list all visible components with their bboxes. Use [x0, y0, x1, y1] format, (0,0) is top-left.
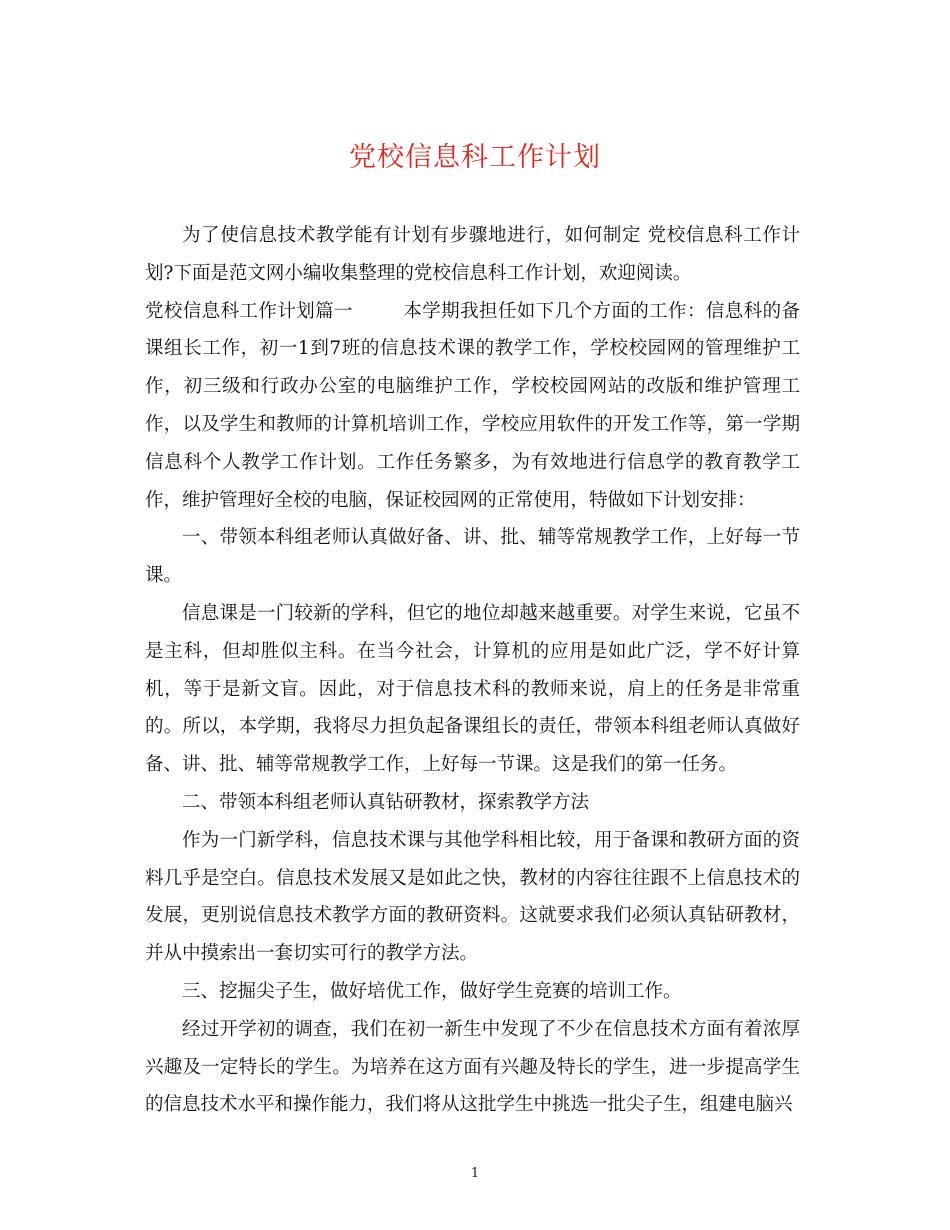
section-lead: 本学期我担任如下几个方面的工作：信息科的备课组长工作，初一1到7班的信息技术课的教学工作，学校校园网的管理维护工作，初三级和行政办公室的电脑维护工作，学校校园网站的改版和维护管理工作，以及学生和教师的计算机培训工作，学校应用软件的开发工作等，第一学期信息科个人教学工作计划。工作任务繁多，为有效地进行信息学的教育教学工作，维护管理好全校的电脑，保证校园网的正常使用，特做如下计划安排：	[145, 300, 800, 511]
section-label: 党校信息科工作计划篇一	[145, 300, 353, 322]
paragraph-two: 作为一门新学科，信息技术课与其他学科相比较，用于备课和教研方面的资料几乎是空白。信息技术发展又是如此之快，教材的内容往往跟不上信息技术的发展，更别说信息技术教学方面的教研资料。这就要求我们必须认真钻研教材，并从中摸索出一套切实可行的教学方法。	[145, 829, 800, 965]
page-number: 1	[470, 1166, 480, 1181]
paragraph-one: 信息课是一门较新的学科，但它的地位却越来越重要。对学生来说，它虽不是主科，但却胜似主科。在当今社会，计算机的应用是如此广泛，学不好计算机，等于是新文盲。因此，对于信息技术科的教师来说，肩上的任务是非常重的。所以，本学期，我将尽力担负起备课组长的责任，带领本科组老师认真做好备、讲、批、辅等常规教学工作，上好每一节课。这是我们的第一任务。	[145, 602, 800, 776]
document-body	[145, 217, 800, 1124]
heading-three: 三、挖掘尖子生，做好培优工作，做好学生竞赛的培训工作。	[182, 980, 682, 1002]
intro-paragraph: 为了使信息技术教学能有计划有步骤地进行，如何制定 党校信息科工作计划?下面是范文网小编收集整理的党校信息科工作计划，欢迎阅读。	[145, 225, 800, 284]
heading-two: 二、带领本科组老师认真钻研教材，探索教学方法	[182, 791, 590, 813]
section-paragraph	[145, 293, 800, 520]
paragraph-three: 经过开学初的调查，我们在初一新生中发现了不少在信息技术方面有着浓厚兴趣及一定特长的学生。为培养在这方面有兴趣及特长的学生，进一步提高学生的信息技术水平和操作能力，我们将从这批学生中挑选一批尖子生，组建电脑兴	[145, 1018, 800, 1116]
heading-one: 一、带领本科组老师认真做好备、讲、批、辅等常规教学工作，上好每一节课。	[145, 527, 800, 587]
document-title: 党校信息科工作计划	[349, 142, 601, 173]
